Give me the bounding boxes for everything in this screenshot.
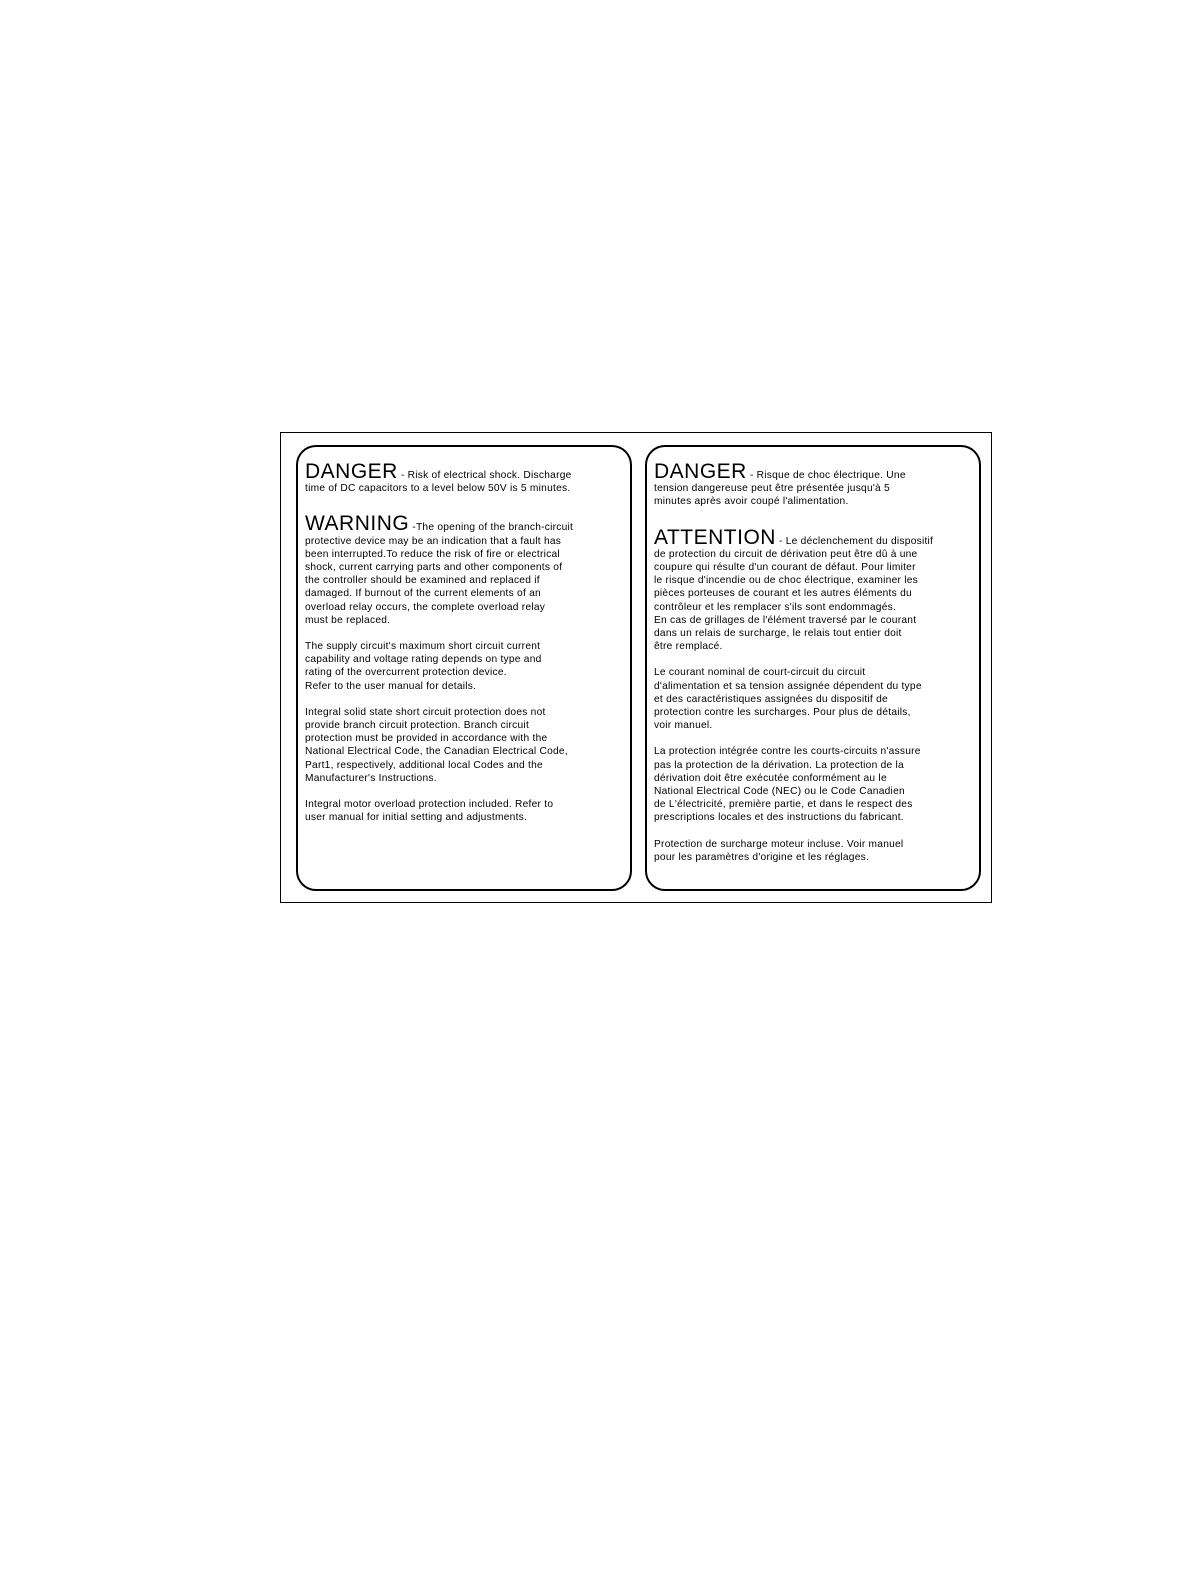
attention-notice-fr — [654, 527, 971, 654]
danger-notice-fr — [654, 461, 971, 509]
warning-text-en: -The opening of the branch-circuit protective device may be an indication that a fault has been interrupted.To reduce the risk of fire or electrical shock, current carrying parts and other components of the controller should be examined and replaced if damaged. If burnout of the current elements of an overload relay occurs, the complete overload relay must be replaced. — [305, 522, 574, 626]
overload-paragraph-en: Integral motor overload protection included. Refer to user manual for initial setting and adjustments. — [305, 799, 554, 824]
danger-heading-en: DANGER — [305, 460, 398, 483]
overload-paragraph-fr: Protection de surcharge moteur incluse. Voir manuel pour les paramètres d'origine et les réglages. — [654, 838, 904, 863]
warning-notice-en — [305, 513, 622, 627]
danger-text-en: - Risk of electrical shock. Discharge time of DC capacitors to a level below 50V is 5 minutes. — [305, 470, 572, 495]
french-panel — [645, 445, 981, 891]
warning-label — [280, 432, 992, 903]
warning-heading-en: WARNING — [305, 512, 410, 536]
english-panel — [296, 445, 632, 891]
attention-text-fr: - Le déclenchement du dispositif de protection du circuit de dérivation peut être dû à une coupure qui résulte d'un courant de défaut. Pour limiter le risque d'incendie ou de choc électrique, examiner les pièces porteuses de courant et les autres éléments du contrôleur et les remplacer s'ils sont endommagés. En cas de grillages de l'élément traversé par le courant dans un relais de surcharge, le relais tout entier doit être remplacé. — [654, 535, 934, 653]
danger-notice-en — [305, 461, 622, 495]
supply-paragraph-en: The supply circuit's maximum short circuit current capability and voltage rating depends on type and rating of the overcurrent protection device. Refer to the user manual for details. — [305, 641, 542, 692]
integral-paragraph-en: Integral solid state short circuit protection does not provide branch circuit protection. Branch circuit protection must be provided in accordance with the National Electrical Code, the Canadian Electrical Code, Part1, respectively, additional local Codes and the Manufacturer's Instructions. — [305, 706, 568, 784]
integral-paragraph-fr: La protection intégrée contre les courts-circuits n'assure pas la protection de la dérivation. La protection de la dérivation doit être exécutée conformément au le National Electrical Code (NEC) ou le Code Canadien de L'électricité, première partie, et dans le respect des prescriptions locales et des instructions du fabricant. — [654, 746, 921, 824]
danger-text-fr: - Risque de choc électrique. Une tension dangereuse peut être présentée jusqu'à 5 minutes après avoir coupé l'alimentation. — [654, 470, 906, 508]
danger-heading-fr: DANGER — [654, 460, 747, 483]
attention-heading-fr: ATTENTION — [654, 525, 776, 549]
supply-paragraph-fr: Le courant nominal de court-circuit du circuit d'alimentation et sa tension assignée dépendent du type et des caractéristiques assignées du dispositif de protection contre les surcharges. Pour plus de détails, voir manuel. — [654, 667, 922, 732]
